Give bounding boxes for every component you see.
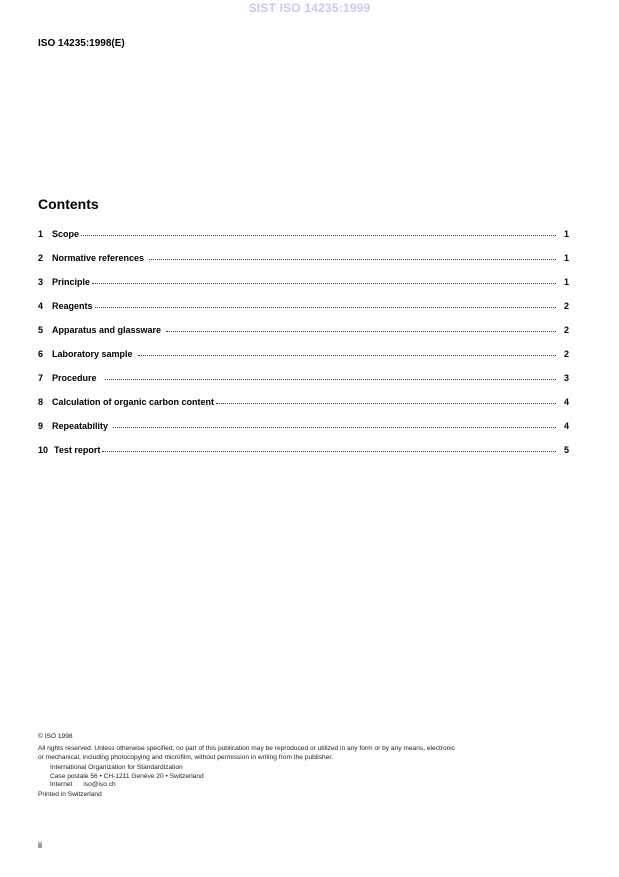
toc-entry[interactable]: [38, 397, 569, 421]
toc-leader-dots: [149, 259, 556, 260]
toc-leader-dots: [102, 451, 556, 452]
toc-entry-title: Calculation of organic carbon content: [52, 397, 215, 407]
toc-entry[interactable]: [38, 277, 569, 301]
toc-entry-title: Scope: [52, 229, 80, 239]
toc-entry-page: 2: [563, 325, 569, 335]
toc-entry-title: Normative references: [52, 253, 145, 263]
toc-entry-number: 7: [38, 373, 44, 383]
toc-entry-page: 2: [563, 301, 569, 311]
organization-internet: Internet iso@iso.ch: [50, 781, 116, 789]
toc-leader-dots: [105, 379, 556, 380]
toc-entry[interactable]: [38, 373, 569, 397]
toc-entry[interactable]: [38, 253, 569, 277]
toc-entry[interactable]: [38, 301, 569, 325]
page-number: ii: [38, 840, 42, 850]
rights-text-line-1: All rights reserved. Unless otherwise specified, no part of this publication may be reproduced or utilized in any form or by any means, electronic: [38, 745, 456, 753]
toc-entry-title: Procedure: [52, 373, 97, 383]
toc-entry-page: 3: [563, 373, 569, 383]
contents-heading: Contents: [38, 196, 99, 212]
copyright-footer: [38, 733, 578, 800]
toc-entry-title: Repeatability: [52, 421, 109, 431]
table-of-contents: [38, 229, 569, 469]
organization-address: Case postale 56 • CH-1211 Genève 20 • Switzerland: [50, 772, 204, 780]
toc-entry-page: 1: [563, 277, 569, 287]
toc-entry-number: 4: [38, 301, 44, 311]
toc-entry-page: 5: [563, 445, 569, 455]
printed-in: Printed in Switzerland: [38, 791, 102, 799]
toc-leader-dots: [92, 283, 556, 284]
toc-entry[interactable]: [38, 325, 569, 349]
toc-entry-page: 1: [563, 229, 569, 239]
toc-entry-title: Reagents: [52, 301, 93, 311]
toc-entry[interactable]: [38, 421, 569, 445]
toc-entry-title: Laboratory sample: [52, 349, 133, 359]
toc-entry-number: 6: [38, 349, 44, 359]
toc-leader-dots: [138, 355, 556, 356]
document-id: ISO 14235:1998(E): [38, 38, 125, 49]
toc-entry[interactable]: [38, 229, 569, 253]
toc-leader-dots: [113, 427, 556, 428]
toc-entry-number: 3: [38, 277, 44, 287]
copyright-notice: © ISO 1998: [38, 733, 73, 740]
toc-entry-title: Test report: [54, 445, 101, 455]
watermark: SIST ISO 14235:1999: [248, 1, 371, 15]
toc-entry-number: 9: [38, 421, 44, 431]
toc-entry-title: Principle: [52, 277, 91, 287]
toc-entry-title: Apparatus and glassware: [52, 325, 162, 335]
toc-entry-number: 2: [38, 253, 44, 263]
toc-leader-dots: [95, 307, 556, 308]
toc-entry-page: 2: [563, 349, 569, 359]
organization-name: International Organization for Standardization: [50, 764, 183, 772]
toc-entry-page: 1: [563, 253, 569, 263]
toc-entry[interactable]: [38, 445, 569, 469]
toc-entry-number: 8: [38, 397, 44, 407]
rights-text-line-2: or mechanical, including photocopying and microfilm, without permission in writing from the publisher.: [38, 753, 334, 761]
toc-leader-dots: [166, 331, 556, 332]
toc-entry-number: 10: [38, 445, 49, 455]
toc-entry-page: 4: [563, 421, 569, 431]
toc-entry-page: 4: [563, 397, 569, 407]
toc-entry-number: 5: [38, 325, 44, 335]
toc-entry[interactable]: [38, 349, 569, 373]
toc-leader-dots: [81, 235, 556, 236]
toc-entry-number: 1: [38, 229, 44, 239]
toc-leader-dots: [216, 403, 556, 404]
